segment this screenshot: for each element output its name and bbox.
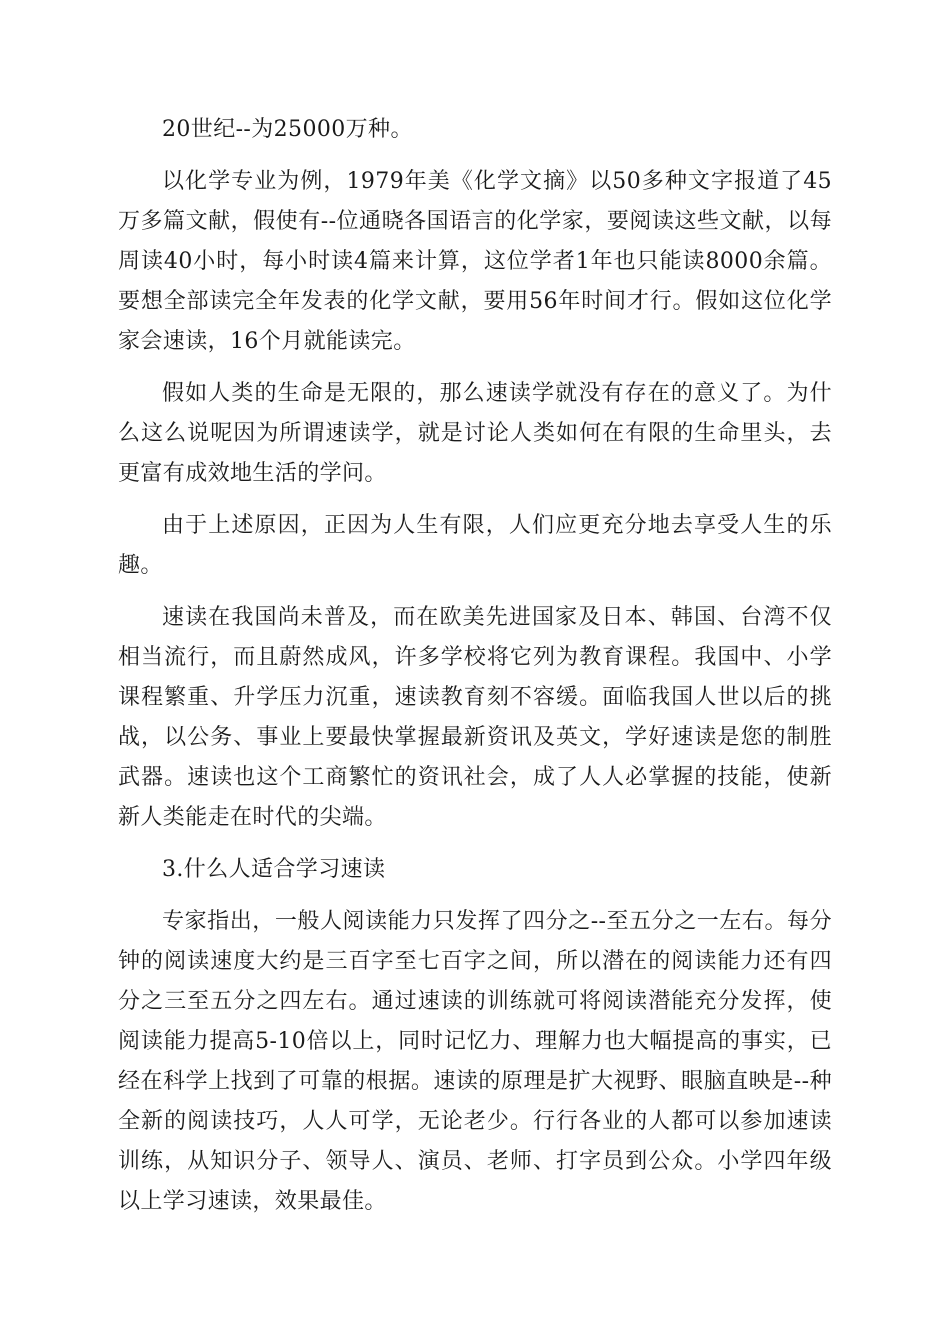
paragraph-finite-life: 假如人类的生命是无限的，那么速读学就没有存在的意义了。为什么这么说呢因为所谓速读学，就是讨论人类如何在有限的生命里头，去更富有成效地生活的学问。 — [118, 381, 832, 486]
paragraph-expert-findings: 专家指出，一般人阅读能力只发挥了四分之--至五分之一左右。每分钟的阅读速度大约是三百字至七百字之间，所以潜在的阅读能力还有四分之三至五分之四左右。通过速读的训练就可将阅读潜能充分发挥，使阅读能力提高5-10倍以上，同时记忆力、理解力也大幅提高的事实，已经在科学上找到了可靠的根据。速读的原理是扩大视野、眼脑直映是--种全新的阅读技巧，人人可学，无论老少。行行各业的人都可以参加速读训练，从知识分子、领导人、演员、老师、打字员到公众。小学四年级以上学习速读，效果最佳。 — [118, 909, 832, 1214]
paragraph-speed-reading-status: 速读在我国尚未普及，而在欧美先进国家及日本、韩国、台湾不仅相当流行，而且蔚然成风，许多学校将它列为教育课程。我国中、小学课程繁重、升学压力沉重，速读教育刻不容缓。面临我国人世以后的挑战，以公务、事业上要最快掌握最新资讯及英文，学好速读是您的制胜武器。速读也这个工商繁忙的资讯社会，成了人人必掌握的技能，使新新人类能走在时代的尖端。 — [118, 605, 832, 830]
paragraph-chemistry-example: 以化学专业为例，1979年美《化学文摘》以50多种文字报道了45万多篇文献，假使有--位通晓各国语言的化学家，要阅读这些文献，以每周读40小时，每小时读4篇来计算，这位学者1年也只能读8000余篇。要想全部读完全年发表的化学文献，要用56年时间才行。假如这位化学家会速读，16个月就能读完。 — [118, 169, 832, 354]
paragraph-enjoy-life: 由于上述原因，正因为人生有限，人们应更充分地去享受人生的乐趣。 — [118, 513, 832, 578]
section-heading: 3.什么人适合学习速读 — [162, 857, 386, 882]
paragraph-intro-line: 20世纪--为25000万种。 — [162, 117, 413, 142]
